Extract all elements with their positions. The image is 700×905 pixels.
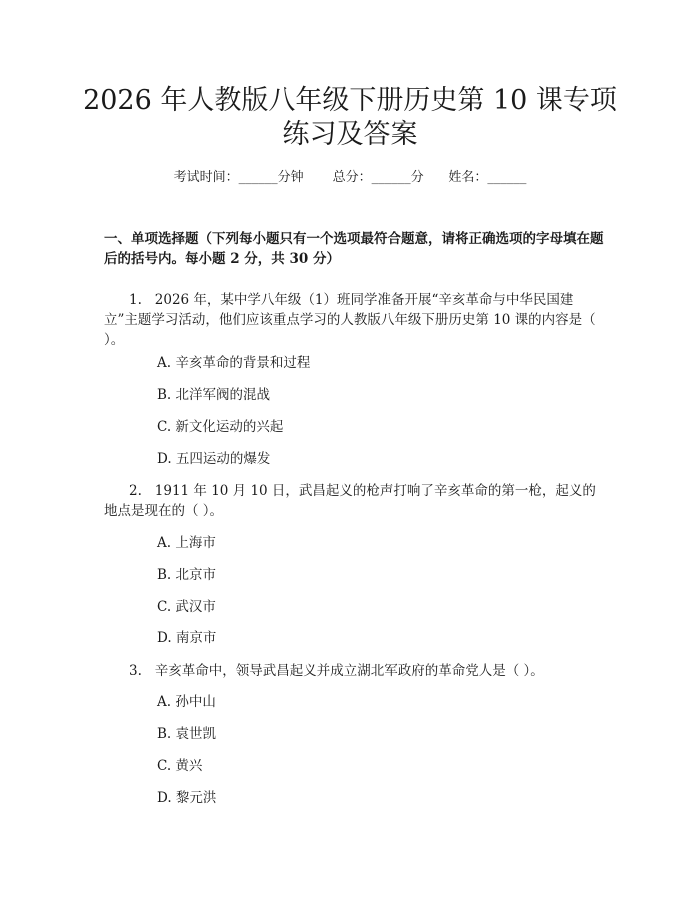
section-heading: 一、单项选择题（下列每小题只有一个选项最符合题意，请将正确选项的字母填在题后的括号内。每小题 2 分，共 30 分） xyxy=(104,231,604,267)
question-3 xyxy=(104,661,601,681)
question-text: 1911 年 10 月 10 日，武昌起义的枪声打响了辛亥革命的第一枪，起义的地点是现在的（ ）。 xyxy=(104,483,596,519)
question-1-option-b: B. 北洋军阀的混战 xyxy=(157,387,271,403)
question-2-option-b: B. 北京市 xyxy=(157,567,217,583)
name-label: 姓名：______ xyxy=(448,170,527,185)
question-2-option-d: D. 南京市 xyxy=(157,630,217,646)
question-text: 2026 年，某中学八年级（1）班同学准备开展“辛亥革命与中华民国建立”主题学习活动，他们应该重点学习的人教版八年级下册历史第 10 课的内容是（ ）。 xyxy=(104,292,596,348)
question-2-option-c: C. 武汉市 xyxy=(157,599,216,615)
question-1 xyxy=(104,290,601,350)
question-number: 3. xyxy=(129,663,142,679)
page-title-line-2: 练习及答案 xyxy=(282,119,418,150)
page-title-line-1: 2026 年人教版八年级下册历史第 10 课专项 xyxy=(83,85,617,116)
question-3-option-d: D. 黎元洪 xyxy=(157,790,217,806)
exam-info-line xyxy=(0,168,700,188)
exam-time-label: 考试时间：______分钟 xyxy=(173,170,304,185)
question-3-option-b: B. 袁世凯 xyxy=(157,726,217,742)
question-1-option-c: C. 新文化运动的兴起 xyxy=(157,419,284,435)
total-score-label: 总分：______分 xyxy=(332,170,424,185)
question-number: 1. xyxy=(129,292,142,308)
question-1-option-d: D. 五四运动的爆发 xyxy=(157,451,271,467)
question-2 xyxy=(104,481,601,521)
question-1-option-a: A. 辛亥革命的背景和过程 xyxy=(157,355,311,371)
question-2-option-a: A. 上海市 xyxy=(157,535,216,551)
question-text: 辛亥革命中，领导武昌起义并成立湖北军政府的革命党人是（ ）。 xyxy=(154,663,544,679)
question-3-option-c: C. 黄兴 xyxy=(157,758,203,774)
question-3-option-a: A. 孙中山 xyxy=(157,694,216,710)
question-number: 2. xyxy=(129,483,142,499)
